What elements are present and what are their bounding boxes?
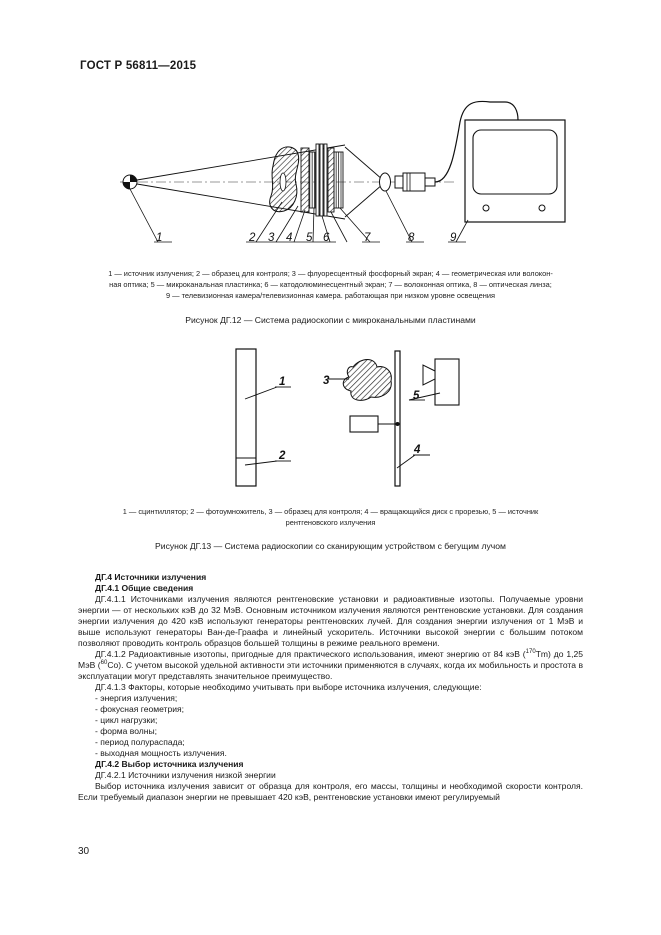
- scintillator-column: [236, 349, 256, 486]
- fig13-label-4: 4: [414, 444, 421, 456]
- figure-12-caption: Рисунок ДГ.12 — Система радиоскопии с микроканальными пластинами: [185, 315, 476, 325]
- fig12-label-9: 9: [450, 232, 457, 244]
- list-item: - форма волны;: [95, 726, 157, 736]
- figure-12-legend: 1 — источник излучения; 2 — образец для контроля; 3 — флуоресцентный фосфорный экран; 4 — геометрическая или волокон- ная оптика; 5 — микроканальная пластинка; 6 — катодолюминесцентный экран; 7 — волоконная оптика, 8 — оптическая линза; 9 — телевизионная камера/телевизионная камера. работающая при низком уровне освещения: [108, 269, 553, 300]
- fig12-label-8: 8: [408, 232, 415, 244]
- fig13-label-2: 2: [279, 450, 286, 462]
- paragraph-2: ДГ.4.1.2 Радиоактивные изотопы, пригодные для практического использования, имеют энергию от 84 кэВ ($^{170}$Tm) до 1,25 МэВ ($^{60}$Co). С учетом высокой удельной активности эти источники применяются в случаях, когда их мобильность и простота в эксплуатации могут представлять значительное преимущество.: [78, 649, 584, 681]
- fig12-label-2: 2: [249, 232, 256, 244]
- list-item: - энергия излучения;: [95, 693, 178, 703]
- list-item: - цикл нагрузки;: [95, 715, 158, 725]
- rotating-disk: [395, 351, 400, 486]
- paragraph-5: Выбор источника излучения зависит от образца для контроля, его массы, толщины и необходимой скорости контроля. Если требуемый диапазон энергии не превышает 420 кэВ, рентгеновские установки имеют регулируемый: [78, 781, 583, 802]
- fig12-label-5: 5: [306, 232, 313, 244]
- document-header: ГОСТ Р 56811—2015: [80, 60, 197, 72]
- figure-13-diagram: [225, 343, 465, 493]
- figure-13-caption: Рисунок ДГ.13 — Система радиоскопии со сканирующим устройством с бегущим лучом: [155, 541, 506, 551]
- paragraph-1: ДГ.4.1.1 Источниками излучения являются рентгеновские установки и радиоактивные изотопы. Получаемые уровни энергии — от нескольких кэВ до 32 МэВ. Основным источником излучения являются рентгеновские установки. Для создания энергии излучения до 420 кэВ используют генераторы рентгеновских лучей. Для создания энергии излучения от 1 МэВ и выше используют генераторы Ван-де-Граафа и линейный ускоритель. Источники высокой энергии с большим потоком позволяют проводить контроль образцов большей толщины в режиме реального времени.: [78, 594, 583, 648]
- fig12-label-3: 3: [268, 232, 275, 244]
- paragraph-4: ДГ.4.2.1 Источники излучения низкой энергии: [95, 770, 276, 780]
- figure-12-diagram: [110, 92, 570, 257]
- monitor-icon: [465, 120, 565, 222]
- fig12-label-1: 1: [156, 232, 163, 244]
- fig12-label-7: 7: [364, 232, 371, 244]
- list-item: - фокусная геометрия;: [95, 704, 184, 714]
- xray-source-icon: [423, 359, 459, 405]
- fig13-label-3: 3: [323, 375, 330, 387]
- subsection-heading-2: ДГ.4.2 Выбор источника излучения: [95, 759, 244, 769]
- section-body: [78, 572, 583, 803]
- list-item: - период полураспада;: [95, 737, 185, 747]
- figure-13-legend: 1 — сцинтиллятор; 2 — фотоумножитель, 3 — образец для контроля; 4 — вращающийся диск с прорезью, 5 — источник рентгеновского излучения: [122, 507, 539, 527]
- list-item: - выходная мощность излучения.: [95, 748, 227, 758]
- subsection-heading-1: ДГ.4.1 Общие сведения: [95, 583, 194, 593]
- fig12-label-6: 6: [323, 232, 330, 244]
- radiation-source-icon: [123, 175, 137, 189]
- fig13-label-5: 5: [413, 390, 420, 402]
- paragraph-3: ДГ.4.1.3 Факторы, которые необходимо учитывать при выборе источника излучения, следующие:: [95, 682, 482, 692]
- section-heading: ДГ.4 Источники излучения: [95, 572, 207, 582]
- scan-sample-shape: [343, 360, 391, 401]
- fig13-label-1: 1: [279, 376, 286, 388]
- fig12-label-4: 4: [286, 232, 293, 244]
- page-number: 30: [78, 846, 90, 857]
